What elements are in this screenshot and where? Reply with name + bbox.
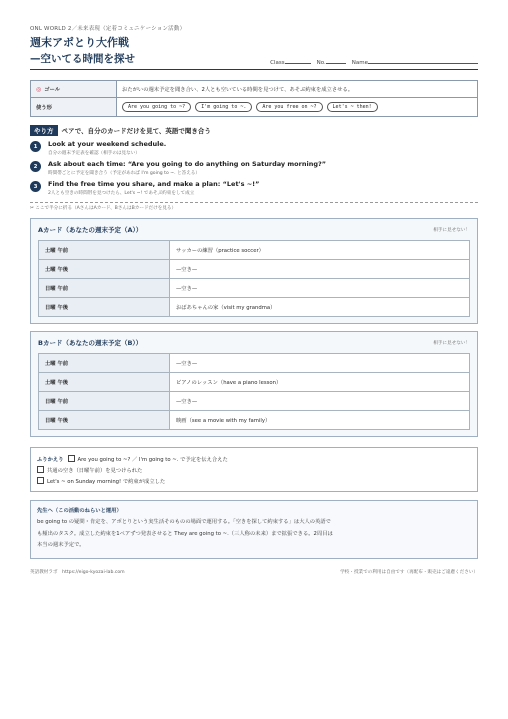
- table-row: 日曜 午後 おばあちゃんの家（visit my grandma）: [39, 298, 470, 317]
- step-item: [30, 180, 478, 196]
- page-subtitle: —空いてる時間を探せ: [30, 53, 135, 65]
- form-pill: Let's ~ then!: [327, 102, 378, 112]
- step-note: 2人とも空きの時間帯を見つけたら、Let's ~! であそぶ約束をして成立: [48, 191, 195, 196]
- table-row: 土曜 午後 ピアノのレッスン（have a piano lesson）: [39, 373, 470, 392]
- name-field[interactable]: Name: [352, 58, 478, 66]
- howto-text: ペアで、自分のカードだけを見て、英語で聞き合う: [61, 127, 211, 135]
- howto-badge: やり方: [30, 125, 58, 136]
- step-item: [30, 140, 478, 156]
- table-row: 日曜 午後 映画（see a movie with my family）: [39, 411, 470, 430]
- step-note: 時間帯ごとに予定を聞き合う（予定があれば I'm going to ~. と答える）: [48, 171, 200, 176]
- goal-row: [31, 81, 478, 98]
- card-title: Aカード（あなたの週末予定（A））: [38, 226, 143, 234]
- card-title: Bカード（あなたの週末予定（B））: [38, 339, 143, 347]
- forms-cell: [117, 98, 478, 117]
- review-checkbox[interactable]: [37, 477, 44, 484]
- goal-text: おたがいの週末予定を聞き合い、2人とも空いている時間を見つけて、あそぶ約束を成立させる。: [117, 81, 478, 98]
- review-section: [30, 447, 478, 492]
- step-instruction: Find the free time you share, and make a plan: “Let's ~!”: [48, 180, 260, 188]
- table-row: 土曜 午前 —空き—: [39, 354, 470, 373]
- step-number: 1: [30, 141, 41, 152]
- teacher-note-title: 先生へ（この活動のねらいと運用）: [37, 508, 122, 514]
- page-title: 週末アポとり大作戦: [30, 36, 129, 49]
- name-fields: [270, 58, 478, 66]
- table-row: 土曜 午前 サッカーの練習（practice soccer）: [39, 241, 470, 260]
- footer-right: 学校・授業での利用は自由です（再配布・販売はご遠慮ください）: [340, 569, 478, 575]
- class-field[interactable]: Class: [270, 58, 310, 66]
- card-a: [30, 218, 478, 324]
- review-item: 共通の空き（日曜午前）を見つけられた: [37, 464, 471, 475]
- card-note: 相手に見せない！: [433, 227, 470, 233]
- form-pill: Are you going to ~?: [122, 102, 191, 112]
- step-note: 自分の週末予定表を確認（相手のは見ない）: [48, 151, 140, 156]
- table-row: 土曜 午後 —空き—: [39, 260, 470, 279]
- step-number: 3: [30, 181, 41, 192]
- worksheet-page: [30, 24, 478, 575]
- series-label: ONL WORLD 2／未来表現（定着コミュニケーション活動）: [30, 26, 186, 32]
- card-header: [38, 338, 470, 347]
- teacher-note-body: be going to の疑問・肯定を、アポとりという実生活そのものの場面で運用する。「空きを探して約束する」は大人の英語で も頻出のタスク。成立した約束を1ペアずつ発表させると They are going to ~.（三人称の未来）まで拡張できる。2周目は 本当の週末予定で。: [37, 519, 333, 548]
- teacher-note: [30, 500, 478, 559]
- cut-line: ✂ ここで半分に折る（AさんはAカード、BさんはBカードだけを見る）: [30, 202, 478, 211]
- howto-heading: [30, 125, 478, 136]
- form-pill: Are you free on ~?: [256, 102, 322, 112]
- card-note: 相手に見せない！: [433, 340, 470, 346]
- review-checkbox[interactable]: [68, 455, 75, 462]
- form-pills: [122, 102, 472, 112]
- step-instruction: Look at your weekend schedule.: [48, 140, 167, 148]
- forms-row: [31, 98, 478, 117]
- schedule-table: [38, 353, 470, 430]
- card-b: [30, 331, 478, 437]
- review-item: Let's ~ on Sunday morning! で約束が成立した: [37, 475, 471, 486]
- table-row: 日曜 午前 —空き—: [39, 279, 470, 298]
- schedule-table: [38, 240, 470, 317]
- card-header: [38, 225, 470, 234]
- goal-label-cell: ◎ ゴール: [31, 81, 117, 98]
- footer-left: 英語教材ラボ https://eigo-kyozai-lab.com: [30, 569, 125, 575]
- form-pill: I'm going to ~.: [195, 102, 252, 112]
- forms-label: 使う形: [31, 98, 117, 117]
- target-icon: ◎: [36, 86, 42, 93]
- table-row: 日曜 午前 —空き—: [39, 392, 470, 411]
- footer: [30, 569, 478, 575]
- title-row: [30, 51, 478, 70]
- step-number: 2: [30, 161, 41, 172]
- review-checkbox[interactable]: [37, 466, 44, 473]
- number-field[interactable]: No.: [317, 58, 346, 66]
- review-item: ふりかえり Are you going to ~? ／ I'm going to ~. で予定を伝え合えた: [37, 456, 228, 463]
- step-item: [30, 160, 478, 176]
- goal-table: [30, 80, 478, 117]
- step-instruction: Ask about each time: “Are you going to do anything on Saturday morning?”: [48, 160, 327, 168]
- review-label: ふりかえり: [37, 456, 64, 463]
